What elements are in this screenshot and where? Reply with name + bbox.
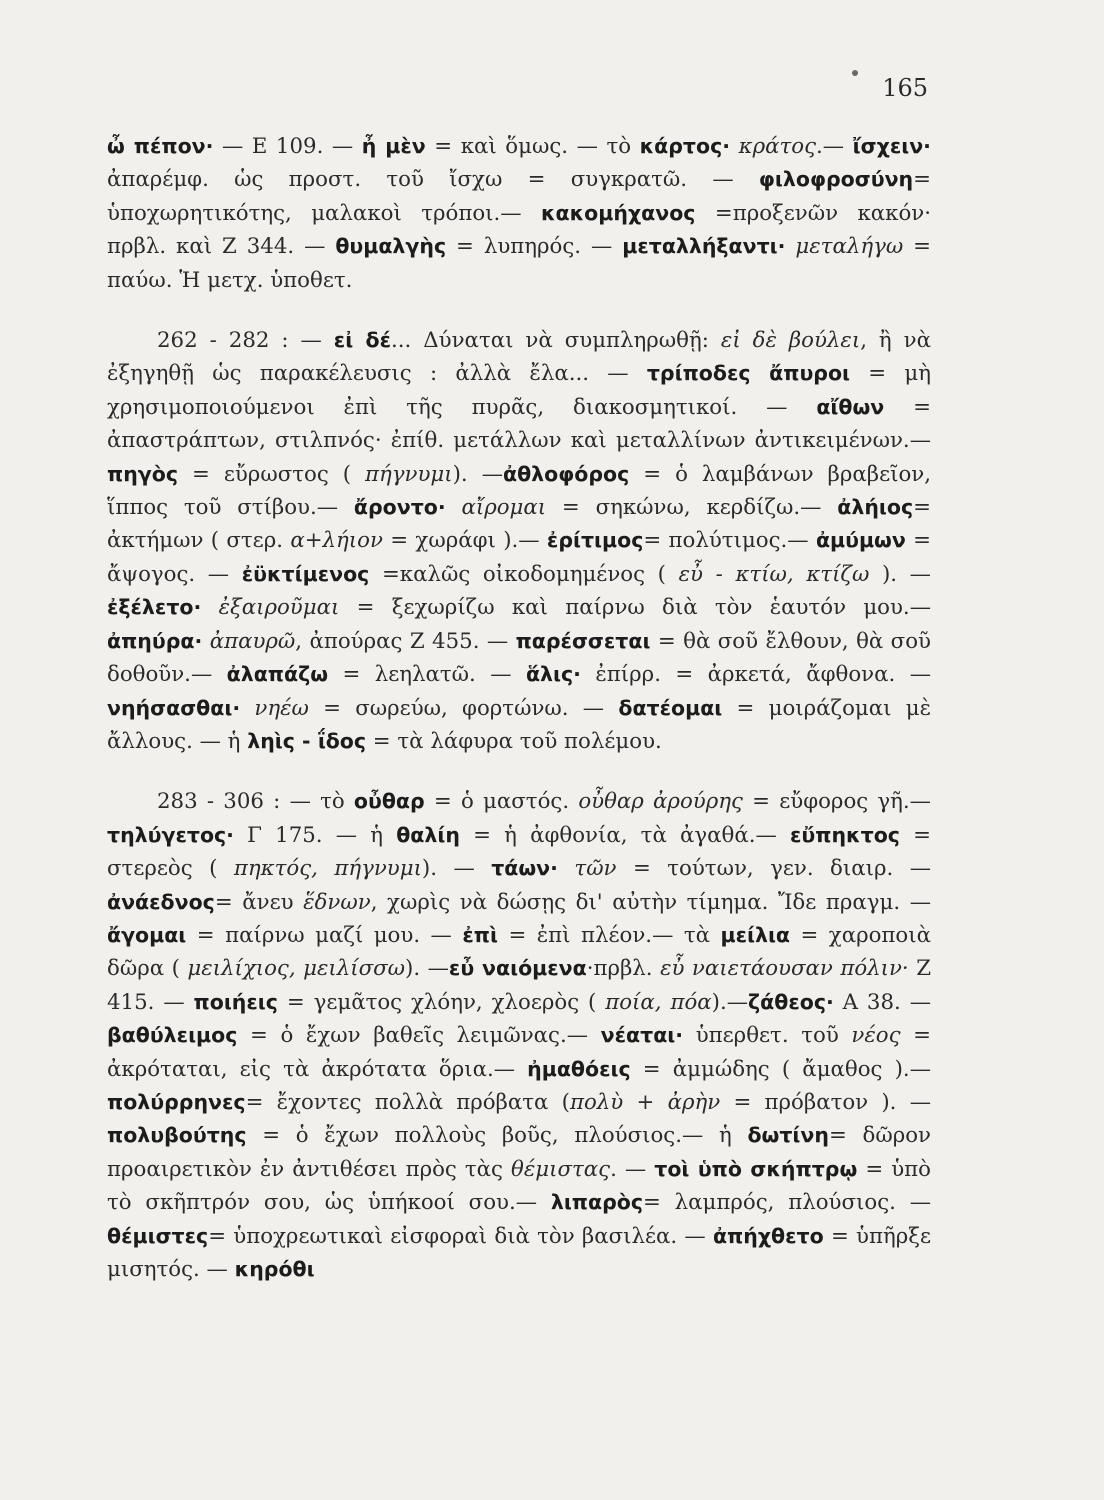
headword: κηρόθι <box>234 1257 315 1281</box>
headword: νέαται· <box>600 1023 684 1048</box>
headword: νηήσασθαι· <box>107 695 241 720</box>
italic-term: τῶν <box>574 856 617 882</box>
gloss-text: = ἀκρόταται, εἰς τὰ ἀκρότατα ὅρια.— <box>107 1023 931 1082</box>
gloss-text: ).— <box>711 989 749 1015</box>
gloss-text <box>202 629 209 654</box>
headword: πολυβούτης <box>107 1123 247 1148</box>
gloss-text: = πρόβατον ). — <box>720 1089 931 1115</box>
gloss-text: .— <box>816 134 853 159</box>
headword: δωτίνη <box>747 1123 829 1148</box>
gloss-text: = εὔρωστος ( <box>178 461 366 487</box>
gloss-text: ... Δύναται νὰ συμπληρωθῇ: <box>391 328 721 354</box>
gloss-text: Ζ 415. — <box>107 956 932 1015</box>
italic-term: εὖ - κτίω, κτίζω <box>678 561 870 587</box>
gloss-text: = ἐπὶ πλέον.— τὰ <box>497 922 721 948</box>
italic-term: μεταλήγω <box>795 234 904 260</box>
gloss-text: = ὁ λαμβάνων βραβεῖον, ἵππος τοῦ στίβου.— <box>107 461 931 521</box>
gloss-text: ). — <box>869 561 931 587</box>
gloss-text: = χωράφι ).— <box>382 528 547 554</box>
headword: ἀπηύρα· <box>107 628 203 653</box>
gloss-text: = ὑποχρεωτικαὶ εἰσφοραὶ διὰ τὸν βασιλέα. — <box>208 1223 713 1249</box>
gloss-text: = θὰ σοῦ ἔλθουν, θὰ σοῦ δοθοῦν.— <box>107 628 931 688</box>
headword: κακομήχανος <box>540 200 696 225</box>
page-number: 165 <box>882 74 928 102</box>
gloss-text <box>446 495 462 520</box>
headword: παρέσσεται <box>515 628 651 653</box>
gloss-text: = μὴ χρησιμοποιούμενοι ἐπὶ τῆς πυρᾶς, διακοσμητικοί. — <box>107 361 932 420</box>
gloss-text: = ὑπῆρξε μισητός. — <box>107 1223 931 1282</box>
gloss-text: ). — <box>421 856 492 882</box>
headword: ἠμαθόεις <box>527 1056 631 1081</box>
gloss-text: = ἡ ἀφθονία, τὰ ἀγαθά.— <box>459 822 790 848</box>
gloss-text: 283 - 306 : — τὸ <box>157 789 354 815</box>
italic-term: πολὺ + ἀρὴν <box>569 1089 721 1115</box>
gloss-text: ). — <box>405 956 449 982</box>
headword: πηγὸς <box>107 461 179 486</box>
headword: ἦ μὲν <box>361 134 426 158</box>
italic-term: ἀπαυρῶ <box>209 628 296 654</box>
gloss-text: = ὑπὸ τὸ σκῆπτρόν σου, ὡς ὑπήκοοί σου.— <box>107 1156 931 1216</box>
gloss-text <box>558 856 574 881</box>
italic-term: κράτος <box>738 134 817 159</box>
gloss-text: = γεμᾶτος χλόην, χλοερὸς ( <box>277 989 606 1015</box>
gloss-text: ·πρβλ. <box>586 956 661 982</box>
headword: ἐπὶ <box>462 922 498 947</box>
headword: θαλίη <box>396 822 460 847</box>
gloss-text: = ἄψογος. — <box>107 528 932 587</box>
paragraph-3 <box>107 785 931 1286</box>
gloss-text: 262 - 282 : — <box>157 328 334 354</box>
headword: ἀλήιος <box>837 495 914 520</box>
headword: δατέομαι <box>618 695 723 720</box>
gloss-text <box>201 595 218 620</box>
headword: θυμαλγὴς <box>335 234 447 259</box>
gloss-text: = ὁ ἔχων βαθεῖς λειμῶνας.— <box>237 1023 601 1049</box>
italic-term: εὖ ναιετάουσαν πόλιν· <box>660 956 909 982</box>
italic-term: μειλίχιος, μειλίσσω <box>187 956 406 982</box>
gloss-text: = τὰ λάφυρα τοῦ πολέμου. <box>366 728 662 754</box>
gloss-text: = ἀμμώδης ( ἄμαθος ).— <box>630 1056 931 1082</box>
headword: τηλύγετος· <box>107 822 234 847</box>
headword: ἐϋκτίμενος <box>241 561 370 586</box>
gloss-text: = λαμπρός, πλούσιος. — <box>643 1190 931 1216</box>
headword: ἐξέλετο· <box>107 595 202 620</box>
headword: ποιήεις <box>193 989 278 1014</box>
gloss-text: ὑπερθετ. τοῦ <box>683 1023 852 1049</box>
gloss-text: = παύω. Ἡ μετχ. ὑποθετ. <box>107 234 931 293</box>
gloss-text: = λεηλατῶ. — <box>328 662 526 688</box>
gloss-text: ἀπαρέμφ. ὡς προστ. τοῦ ἴσχω = συγκρατῶ. — <box>107 167 759 193</box>
gloss-text: . — <box>610 1156 655 1182</box>
italic-term: α+λήιον <box>290 528 383 554</box>
headword: βαθύλειμος <box>107 1023 238 1048</box>
gloss-text: = παίρνω μαζί μου. — <box>186 922 463 948</box>
headword: εὔπηκτος <box>789 822 900 847</box>
headword: εὖ ναιόμενα <box>448 956 587 981</box>
gloss-text: = εὔφορος γῆ.— <box>742 789 931 815</box>
italic-term: θέμιστας <box>511 1156 611 1182</box>
italic-term: εἰ δὲ βούλει <box>720 328 861 354</box>
headword: πολύρρηνες <box>107 1089 246 1114</box>
commentary-text <box>107 130 931 1286</box>
paragraph-1 <box>107 130 931 297</box>
gloss-text: , χωρὶς νὰ δώσῃς δι' αὐτὴν τίμημα. Ἴδε πραγμ. — <box>370 889 931 915</box>
headword: ἀνάεδνος <box>107 889 215 914</box>
gloss-text: = ἀκτήμων ( στερ. <box>107 495 931 554</box>
gloss-text: = χαροποιὰ δῶρα ( <box>107 922 931 982</box>
italic-term: αἴρομαι <box>461 495 547 521</box>
headword: αἴθων <box>816 394 885 419</box>
italic-term: νέος <box>851 1023 901 1049</box>
headword: ἴσχειν· <box>852 134 931 158</box>
headword: ἀμύμων <box>815 528 906 553</box>
headword: ἄγομαι <box>107 922 187 947</box>
headword: ἀλαπάζω <box>226 662 329 687</box>
paragraph-2 <box>107 324 931 758</box>
gloss-text: = τούτων, γεν. διαιρ. — <box>616 856 931 882</box>
gloss-text: = καὶ ὅμως. — τὸ <box>425 134 640 159</box>
gloss-text: = πολύτιμος.— <box>643 528 816 554</box>
gloss-text: , ἀπούρας Ζ 455. — <box>295 628 516 654</box>
gloss-text: = ξεχωρίζω καὶ παίρνω διὰ τὸν ἑαυτόν μου.— <box>339 595 931 621</box>
italic-term: ποία, πόα <box>605 989 712 1015</box>
gloss-text: = ἔχοντες πολλὰ πρόβατα ( <box>245 1089 570 1115</box>
gloss-text: =καλῶς οἰκοδομημένος ( <box>369 561 679 587</box>
gloss-text: = ἄνευ <box>214 889 304 915</box>
headword: οὖθαρ <box>353 789 425 814</box>
headword: ἄροντο· <box>353 495 446 520</box>
italic-term: πηκτός, πήγνυμι <box>233 856 422 882</box>
headword: ἐρίτιμος <box>546 528 644 553</box>
headword: ἀθλοφόρος <box>503 461 630 486</box>
gloss-text: = σηκώνω, κερδίζω.— <box>546 495 838 521</box>
headword: θέμιστες <box>107 1223 209 1248</box>
headword: τοὶ ὑπὸ σκήπτρῳ <box>654 1156 858 1181</box>
gloss-text: = σωρεύω, φορτώνω. — <box>308 695 619 721</box>
gloss-text: =προξενῶν κακόν· πρβλ. καὶ Ζ 344. — <box>107 200 931 260</box>
italic-term: ἐξαιροῦμαι <box>218 595 340 621</box>
gloss-text: = στερεὸς ( <box>107 822 931 882</box>
gloss-text <box>785 234 795 259</box>
headword: φιλοφροσύνη <box>758 167 914 192</box>
gloss-text: , ἢ νὰ ἐξηγηθῇ ὡς παρακέλευσις : ἀλλὰ ἔλα... — <box>107 328 931 387</box>
gloss-text: = ἀπαστράπτων, στιλπνός· ἐπίθ. μετάλλων καὶ μεταλλίνων ἀντικειμένων.— <box>107 394 931 454</box>
headword: λιπαρὸς <box>550 1190 644 1215</box>
headword: ὦ πέπον· <box>107 134 214 158</box>
gloss-text: Γ 175. — ἡ <box>233 822 397 848</box>
gloss-text: = ὁ ἔχων πολλοὺς βοῦς, πλούσιος.— ἡ <box>246 1123 748 1149</box>
gloss-text: Α 38. — <box>833 989 931 1015</box>
italic-term: ἕδνων <box>303 889 371 915</box>
gloss-text: = δῶρον προαιρετικὸν ἐν ἀντιθέσει πρὸς τὰς <box>107 1123 932 1182</box>
gloss-text: ἐπίρρ. = ἀρκετά, ἄφθονα. — <box>580 662 931 688</box>
headword: μείλια <box>720 922 791 947</box>
headword: τάων· <box>491 856 558 881</box>
gloss-text: = λυπηρός. — <box>446 234 623 260</box>
ink-speck <box>852 70 858 76</box>
headword: ἀπήχθετο <box>712 1223 824 1248</box>
gloss-text: — Ε 109. — <box>213 134 362 159</box>
italic-term: νηέω <box>254 695 309 721</box>
headword: τρίποδες ἄπυροι <box>646 361 851 386</box>
gloss-text <box>730 134 739 159</box>
headword: εἰ δέ <box>333 328 392 353</box>
gloss-text <box>240 696 254 721</box>
headword: ἅλις· <box>525 662 581 687</box>
gloss-text: ). — <box>452 461 503 487</box>
gloss-text: = μοιράζομαι μὲ ἄλλους. — ἡ <box>107 695 931 754</box>
headword: ληὶς - ΐδος <box>247 728 367 753</box>
gloss-text: = ὁ μαστός. <box>424 789 579 815</box>
headword: κάρτος· <box>639 134 731 158</box>
gloss-text: = ὑποχωρητικότης, μαλακοὶ τρόποι.— <box>107 167 931 226</box>
headword: μεταλλήξαντι· <box>622 234 786 259</box>
headword: ζάθεος· <box>748 989 834 1014</box>
italic-term: οὖθαρ ἀρούρης <box>578 789 743 815</box>
italic-term: πήγνυμι <box>365 461 453 487</box>
